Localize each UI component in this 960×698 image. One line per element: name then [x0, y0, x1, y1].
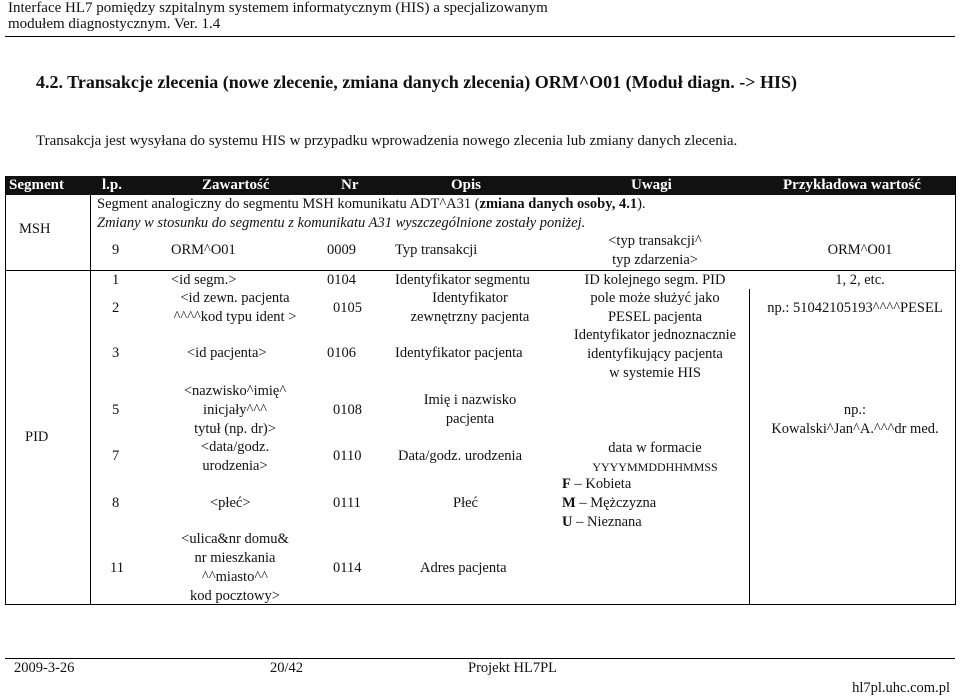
desc-line: Imię i nazwisko — [423, 392, 517, 408]
footer-project: Projekt HL7PL — [468, 660, 558, 676]
msh-note-2: Zmiany w stosunku do segmentu z komunikatu A31 wyszczególnione zostały poniżej. — [97, 215, 586, 231]
cell-example: np.: 51042105193^^^^PESEL — [767, 300, 943, 316]
cell-example: 1, 2, etc. — [835, 272, 885, 288]
cell-lp: 7 — [112, 448, 120, 464]
col-header-lp: l.p. — [102, 177, 123, 193]
col-header-segment: Segment — [9, 177, 64, 193]
content-line: <nazwisko^imię^ — [183, 383, 287, 399]
cell-remarks: ID kolejnego segm. PID — [584, 272, 726, 288]
header-line-1: Interface HL7 pomiędzy szpitalnym systemem informatycznym (HIS) a specjalizowanym — [8, 0, 548, 16]
cell-desc — [385, 391, 555, 429]
table-header-row — [5, 176, 956, 195]
cell-nr: 0106 — [327, 345, 356, 361]
content-line: kod pocztowy> — [190, 588, 280, 604]
cell-content: ORM^O01 — [171, 242, 236, 258]
sex-codes — [562, 475, 656, 532]
header-rule — [5, 36, 955, 37]
sex-code-item — [562, 475, 656, 494]
content-line: tytuł (np. dr)> — [194, 421, 276, 437]
cell-desc: Identyfikator segmentu — [395, 272, 530, 288]
content-line: inicjały^^^ — [203, 402, 267, 418]
sex-code-item — [562, 513, 656, 532]
table-border-right — [955, 176, 956, 605]
col-header-example: Przykładowa wartość — [783, 177, 921, 193]
cell-content: <id pacjenta> — [187, 345, 267, 361]
desc-line: zewnętrzny pacjenta — [410, 309, 530, 325]
cell-content: <płeć> — [210, 495, 251, 511]
cell-nr: 0114 — [333, 560, 362, 576]
segment-label-msh: MSH — [19, 221, 51, 237]
desc-line: pacjenta — [445, 411, 495, 427]
cell-example: ORM^O01 — [827, 242, 893, 258]
remark-line: data w formacie — [608, 440, 702, 456]
sex-code: F — [562, 476, 571, 492]
col-header-nr: Nr — [341, 177, 359, 193]
col-header-desc: Opis — [451, 177, 482, 193]
msh-note-pre: Segment analogiczny do segmentu MSH komunikatu ADT^A31 ( — [97, 196, 480, 212]
table-border-bottom — [5, 604, 956, 605]
cell-desc: Adres pacjenta — [420, 560, 507, 576]
cell-lp: 9 — [112, 242, 120, 258]
example-line: Kowalski^Jan^A.^^^dr med. — [771, 421, 939, 437]
segment-table — [5, 176, 956, 605]
cell-lp: 5 — [112, 402, 120, 418]
cell-nr: 0104 — [327, 272, 356, 288]
segment-label-pid: PID — [25, 429, 49, 445]
sex-code-item — [562, 494, 656, 513]
content-line: <ulica&nr domu& — [181, 531, 289, 547]
cell-content — [155, 289, 315, 327]
msh-note — [97, 195, 646, 214]
remark-line: Identyfikator jednoznacznie — [573, 327, 737, 343]
footer-page-number: 20/42 — [270, 660, 304, 676]
segment-column-divider — [90, 195, 91, 605]
sex-label: – Nieznana — [572, 514, 642, 530]
msh-note-bold: zmiana danych osoby, 4.1 — [479, 196, 638, 212]
remark-line: typ zdarzenia> — [612, 252, 698, 268]
remark-line: identyfikujący pacjenta — [587, 346, 723, 362]
remark-line: PESEL pacjenta — [607, 309, 703, 325]
cell-example — [755, 401, 955, 439]
sex-label: – Mężczyzna — [575, 495, 657, 511]
example-line: np.: — [843, 402, 867, 418]
cell-content: <id segm.> — [171, 272, 237, 288]
cell-desc: Płeć — [453, 495, 478, 511]
content-line: ^^^^kod typu ident > — [173, 309, 297, 325]
cell-desc: Data/godz. urodzenia — [398, 448, 523, 464]
header-line-2: modułem diagnostycznym. Ver. 1.4 — [8, 16, 221, 32]
remark-line: pole może służyć jako — [590, 290, 720, 306]
msh-note-post: ). — [637, 196, 646, 212]
cell-nr: 0111 — [333, 495, 361, 511]
cell-lp: 2 — [112, 300, 120, 316]
cell-remarks — [545, 439, 765, 477]
desc-line: Identyfikator — [432, 290, 508, 306]
cell-remarks — [545, 326, 765, 383]
cell-content — [155, 438, 315, 476]
content-line: <data/godz. — [200, 439, 270, 455]
remark-line: <typ transakcji^ — [608, 233, 702, 249]
cell-desc: Typ transakcji — [395, 242, 478, 258]
cell-lp: 11 — [110, 560, 124, 576]
cell-lp: 3 — [112, 345, 120, 361]
table-border-left — [5, 176, 6, 605]
footer-site: hl7pl.uhc.com.pl — [852, 680, 950, 696]
cell-nr: 0110 — [333, 448, 362, 464]
cell-desc — [385, 289, 555, 327]
sex-code: M — [562, 495, 576, 511]
page-header — [8, 0, 548, 32]
footer-date: 2009-3-26 — [14, 660, 75, 676]
cell-nr: 0009 — [327, 242, 356, 258]
intro-paragraph: Transakcja jest wysyłana do systemu HIS w przypadku wprowadzenia nowego zlecenia lub zmiany danych zlecenia. — [36, 133, 738, 149]
content-line: urodzenia> — [202, 458, 268, 474]
cell-nr: 0108 — [333, 402, 362, 418]
content-line: <id zewn. pacjenta — [180, 290, 290, 306]
content-line: nr mieszkania — [194, 550, 276, 566]
cell-lp: 8 — [112, 495, 120, 511]
cell-lp: 1 — [112, 272, 120, 288]
section-title: 4.2. Transakcje zlecenia (nowe zlecenie, zmiana danych zlecenia) ORM^O01 (Moduł diagn. -> HIS) — [36, 72, 797, 92]
col-header-remarks: Uwagi — [631, 177, 672, 193]
cell-content — [155, 530, 315, 606]
cell-remarks — [545, 289, 765, 327]
content-line: ^^miasto^^ — [202, 569, 268, 585]
cell-desc: Identyfikator pacjenta — [395, 345, 523, 361]
remark-line: w systemie HIS — [609, 365, 701, 381]
col-header-content: Zawartość — [202, 177, 270, 193]
cell-nr: 0105 — [333, 300, 362, 316]
sex-label: – Kobieta — [570, 476, 632, 492]
footer-rule — [5, 658, 955, 659]
cell-remarks — [545, 232, 765, 270]
sex-code: U — [562, 514, 573, 530]
cell-content — [155, 382, 315, 439]
remark-line: YYYYMMDDHHMMSS — [592, 460, 718, 474]
